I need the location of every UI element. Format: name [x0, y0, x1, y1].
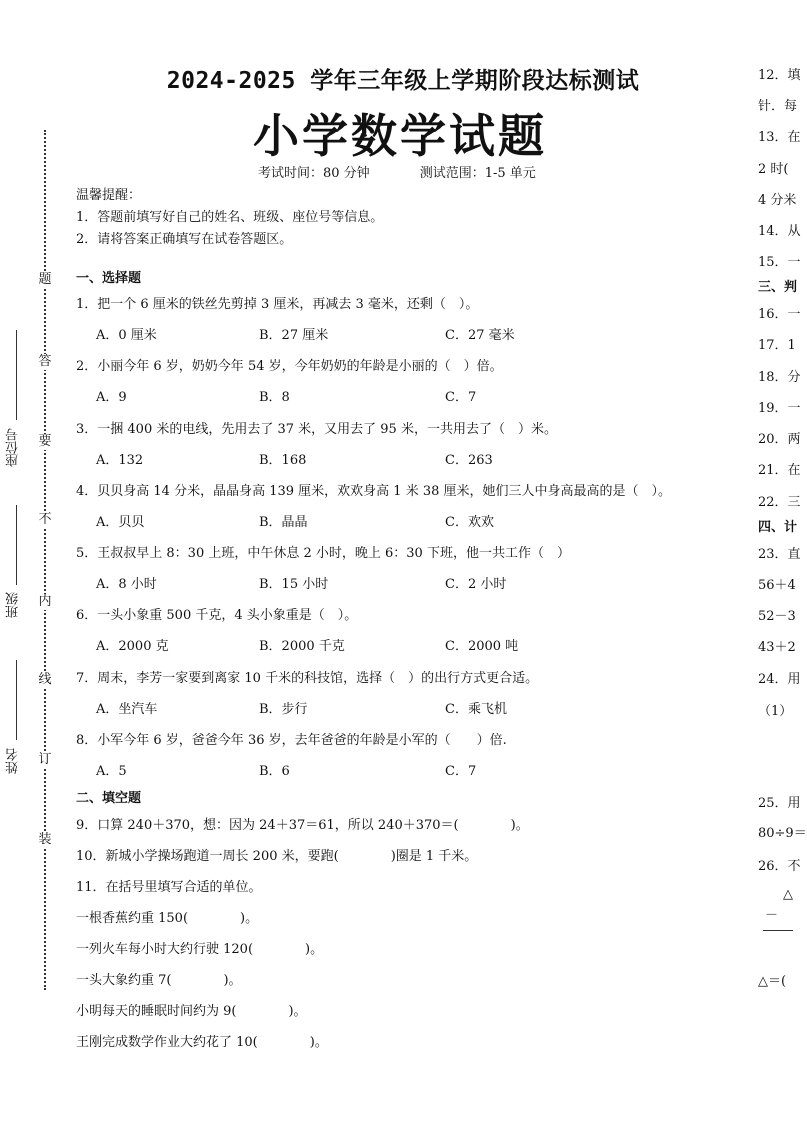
- question-text: 2．小丽今年 6 岁，奶奶今年 54 岁，今年奶奶的年龄是小丽的（ ）倍。: [76, 359, 503, 374]
- fill-question[interactable]: 一根香蕉约重 150( )。: [76, 911, 259, 926]
- option-c[interactable]: C．263: [445, 453, 493, 468]
- right-line: 四、计: [758, 520, 798, 535]
- section-heading-choice: 一、选择题: [76, 271, 142, 286]
- right-line: △＝(: [758, 974, 787, 989]
- fill-question[interactable]: 10．新城小学操场跑道一周长 200 米，要跑( )圈是 1 千米。: [76, 849, 478, 864]
- question-text: 5．王叔叔早上 8：30 上班，中午休息 2 小时，晚上 6：30 下班，他一共工作（ ）: [76, 546, 570, 561]
- option-a[interactable]: A．2000 克: [96, 639, 169, 654]
- seat-number-field[interactable]: [16, 330, 17, 420]
- option-b[interactable]: B．步行: [259, 702, 308, 717]
- right-line: 20．两: [758, 432, 801, 447]
- option-c[interactable]: C．乘飞机: [445, 702, 507, 717]
- right-line: 13．在: [758, 130, 801, 145]
- option-b[interactable]: B．27 厘米: [259, 328, 329, 343]
- option-c[interactable]: C．27 毫米: [445, 328, 515, 343]
- option-a[interactable]: A．8 小时: [96, 577, 157, 592]
- section-heading-fill: 二、填空题: [76, 791, 142, 806]
- fill-question[interactable]: 小明每天的睡眠时间约为 9( )。: [76, 1004, 307, 1019]
- fill-question[interactable]: 一列火车每小时大约行驶 120( )。: [76, 942, 324, 957]
- right-line: 针．每: [758, 99, 798, 114]
- fill-question[interactable]: 王刚完成数学作业大约花了 10( )。: [76, 1035, 328, 1050]
- name-field[interactable]: [16, 660, 17, 740]
- option-a[interactable]: A．5: [96, 764, 127, 779]
- seal-char: 要: [38, 434, 52, 449]
- option-a[interactable]: A．贝贝: [96, 515, 145, 530]
- seal-char: 装: [38, 832, 52, 847]
- option-c[interactable]: C．7: [445, 764, 477, 779]
- right-line: 22．三: [758, 495, 801, 510]
- question-text: 7．周末，李芳一家要到离家 10 千米的科技馆，选择（ ）的出行方式更合适。: [76, 671, 539, 686]
- seal-char: 内: [38, 594, 52, 609]
- right-line: 23．直: [758, 547, 801, 562]
- seal-char: 订: [38, 752, 52, 767]
- name-label: 姓名: [6, 748, 21, 774]
- tip-item: 1．答题前填写好自己的姓名、班级、座位号等信息。: [76, 210, 384, 225]
- right-line: 21．在: [758, 463, 801, 478]
- option-b[interactable]: B．2000 千克: [259, 639, 345, 654]
- option-a[interactable]: A．坐汽车: [96, 702, 158, 717]
- question-text: 4．贝贝身高 14 分米，晶晶身高 139 厘米，欢欢身高 1 米 38 厘米，她们三人中身高最高的是（ ）。: [76, 484, 671, 499]
- option-b[interactable]: B．15 小时: [259, 577, 329, 592]
- tip-item: 2．请将答案正确填写在试卷答题区。: [76, 232, 293, 247]
- right-line: 15．一: [758, 255, 801, 270]
- option-a[interactable]: A．132: [96, 453, 144, 468]
- seal-char: 不: [38, 512, 52, 527]
- option-b[interactable]: B．168: [259, 453, 307, 468]
- seal-char: 题: [38, 272, 52, 287]
- right-line: 80÷9＝: [758, 826, 807, 841]
- right-line: 52－3: [758, 609, 796, 624]
- option-b[interactable]: B．晶晶: [259, 515, 308, 530]
- option-b[interactable]: B．8: [259, 390, 290, 405]
- exam-info: [258, 162, 536, 181]
- seat-number-label: 座位号: [6, 428, 21, 467]
- right-line: 25．用: [758, 796, 801, 811]
- right-line: 19．一: [758, 401, 801, 416]
- binding-dotted-line: [44, 130, 46, 990]
- question-text: 3．一捆 400 米的电线，先用去了 37 米，又用去了 95 米，一共用去了（ ）米。: [76, 422, 557, 437]
- right-line: 24．用: [758, 672, 801, 687]
- option-c[interactable]: C．7: [445, 390, 477, 405]
- right-line: 56＋4: [758, 578, 796, 593]
- right-line: 2 时(: [758, 162, 789, 177]
- minus-symbol: －: [765, 908, 779, 923]
- right-line: 17．1: [758, 338, 796, 353]
- right-line: 26．不: [758, 859, 801, 874]
- exam-subtitle: 2024-2025 学年三年级上学期阶段达标测试: [166, 68, 640, 94]
- option-c[interactable]: C．欢欢: [445, 515, 494, 530]
- right-column-cutoff: [755, 0, 807, 1123]
- question-text: 1．把一个 6 厘米的铁丝先剪掉 3 厘米，再减去 3 毫米，还剩（ ）。: [76, 297, 479, 312]
- class-field[interactable]: [16, 505, 17, 585]
- question-text: 8．小军今年 6 岁，爸爸今年 36 岁，去年爸爸的年龄是小军的（ ）倍.: [76, 733, 507, 748]
- right-line: 三、判: [758, 280, 798, 295]
- page-title: 小学数学试题: [253, 109, 547, 163]
- right-line: 43＋2: [758, 640, 796, 655]
- seal-char: 答: [38, 354, 52, 369]
- right-line: 4 分米: [758, 193, 797, 208]
- right-line: 16．一: [758, 307, 801, 322]
- option-a[interactable]: A．0 厘米: [96, 328, 157, 343]
- fill-question: 11．在括号里填写合适的单位。: [76, 880, 262, 895]
- right-line: 18．分: [758, 370, 801, 385]
- option-c[interactable]: C．2000 吨: [445, 639, 519, 654]
- fill-question[interactable]: 9．口算 240＋370，想：因为 24＋37＝61，所以 240＋370＝( )。: [76, 818, 529, 833]
- exam-time: 考试时间：80 分钟: [258, 166, 370, 181]
- option-a[interactable]: A．9: [96, 390, 127, 405]
- divider-line: [763, 930, 793, 931]
- option-b[interactable]: B．6: [259, 764, 290, 779]
- exam-scope: 测试范围：1-5 单元: [419, 166, 536, 181]
- option-c[interactable]: C．2 小时: [445, 577, 507, 592]
- right-line: 14．从: [758, 224, 801, 239]
- triangle-symbol: △: [783, 887, 793, 902]
- right-line: （1）: [758, 704, 793, 719]
- tips-heading: 温馨提醒：: [76, 188, 142, 203]
- fill-question[interactable]: 一头大象约重 7( )。: [76, 973, 242, 988]
- seal-char: 线: [38, 672, 52, 687]
- question-text: 6．一头小象重 500 千克，4 头小象重是（ ）。: [76, 608, 358, 623]
- class-label: 班级: [6, 592, 21, 618]
- right-line: 12．填: [758, 68, 801, 83]
